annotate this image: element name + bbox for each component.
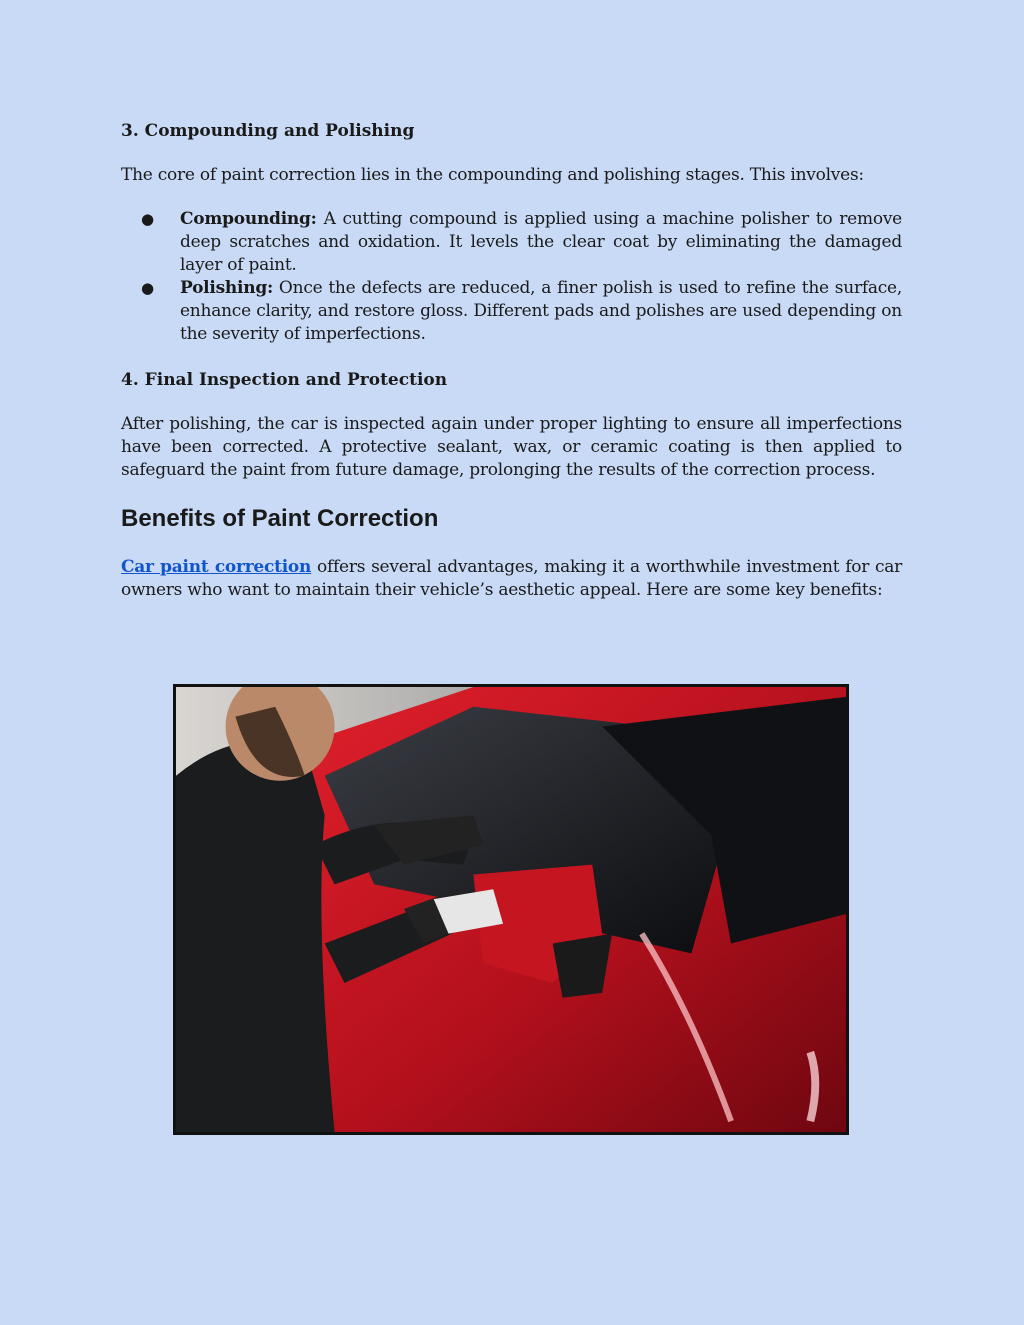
- section-4-heading: 4. Final Inspection and Protection: [121, 370, 448, 390]
- photo-illustration: [176, 687, 846, 1132]
- benefits-intro: [121, 556, 902, 602]
- benefits-intro-text: offers several advantages, making it a worthwhile investment for car owners who want to maintain their vehicle’s aesthetic appeal. Here are some key benefits:: [121, 557, 902, 600]
- car-polishing-photo: [173, 684, 849, 1135]
- person-torso-shape: [176, 741, 335, 1132]
- list-item-term: Compounding:: [180, 209, 317, 229]
- bullet-icon: ●: [141, 210, 154, 228]
- list-item-compounding: [121, 208, 902, 277]
- section-3-intro: The core of paint correction lies in the compounding and polishing stages. This involves:: [121, 165, 864, 185]
- section-4-text: After polishing, the car is inspected again under proper lighting to ensure all imperfections have been corrected. A protective sealant, wax, or ceramic coating is then applied to safeguard the paint from future damage, prolonging the results of the correction process.: [121, 414, 902, 480]
- list-item-polishing: [121, 277, 902, 346]
- section-3-heading: 3. Compounding and Polishing: [121, 121, 415, 141]
- bullet-icon: ●: [141, 279, 154, 297]
- car-paint-correction-link[interactable]: Car paint correction: [121, 557, 312, 577]
- content-column: [121, 118, 902, 602]
- benefits-heading: Benefits of Paint Correction: [121, 505, 439, 532]
- list-item-term: Polishing:: [180, 278, 273, 298]
- list-item-text: Once the defects are reduced, a finer polish is used to refine the surface, enhance clarity, and restore gloss. Different pads and polishes are used depending on the severity of imperfections.: [180, 278, 902, 344]
- list-item-text: A cutting compound is applied using a machine polisher to remove deep scratches and oxidation. It levels the clear coat by eliminating the damaged layer of paint.: [180, 209, 902, 275]
- process-list: [121, 208, 902, 346]
